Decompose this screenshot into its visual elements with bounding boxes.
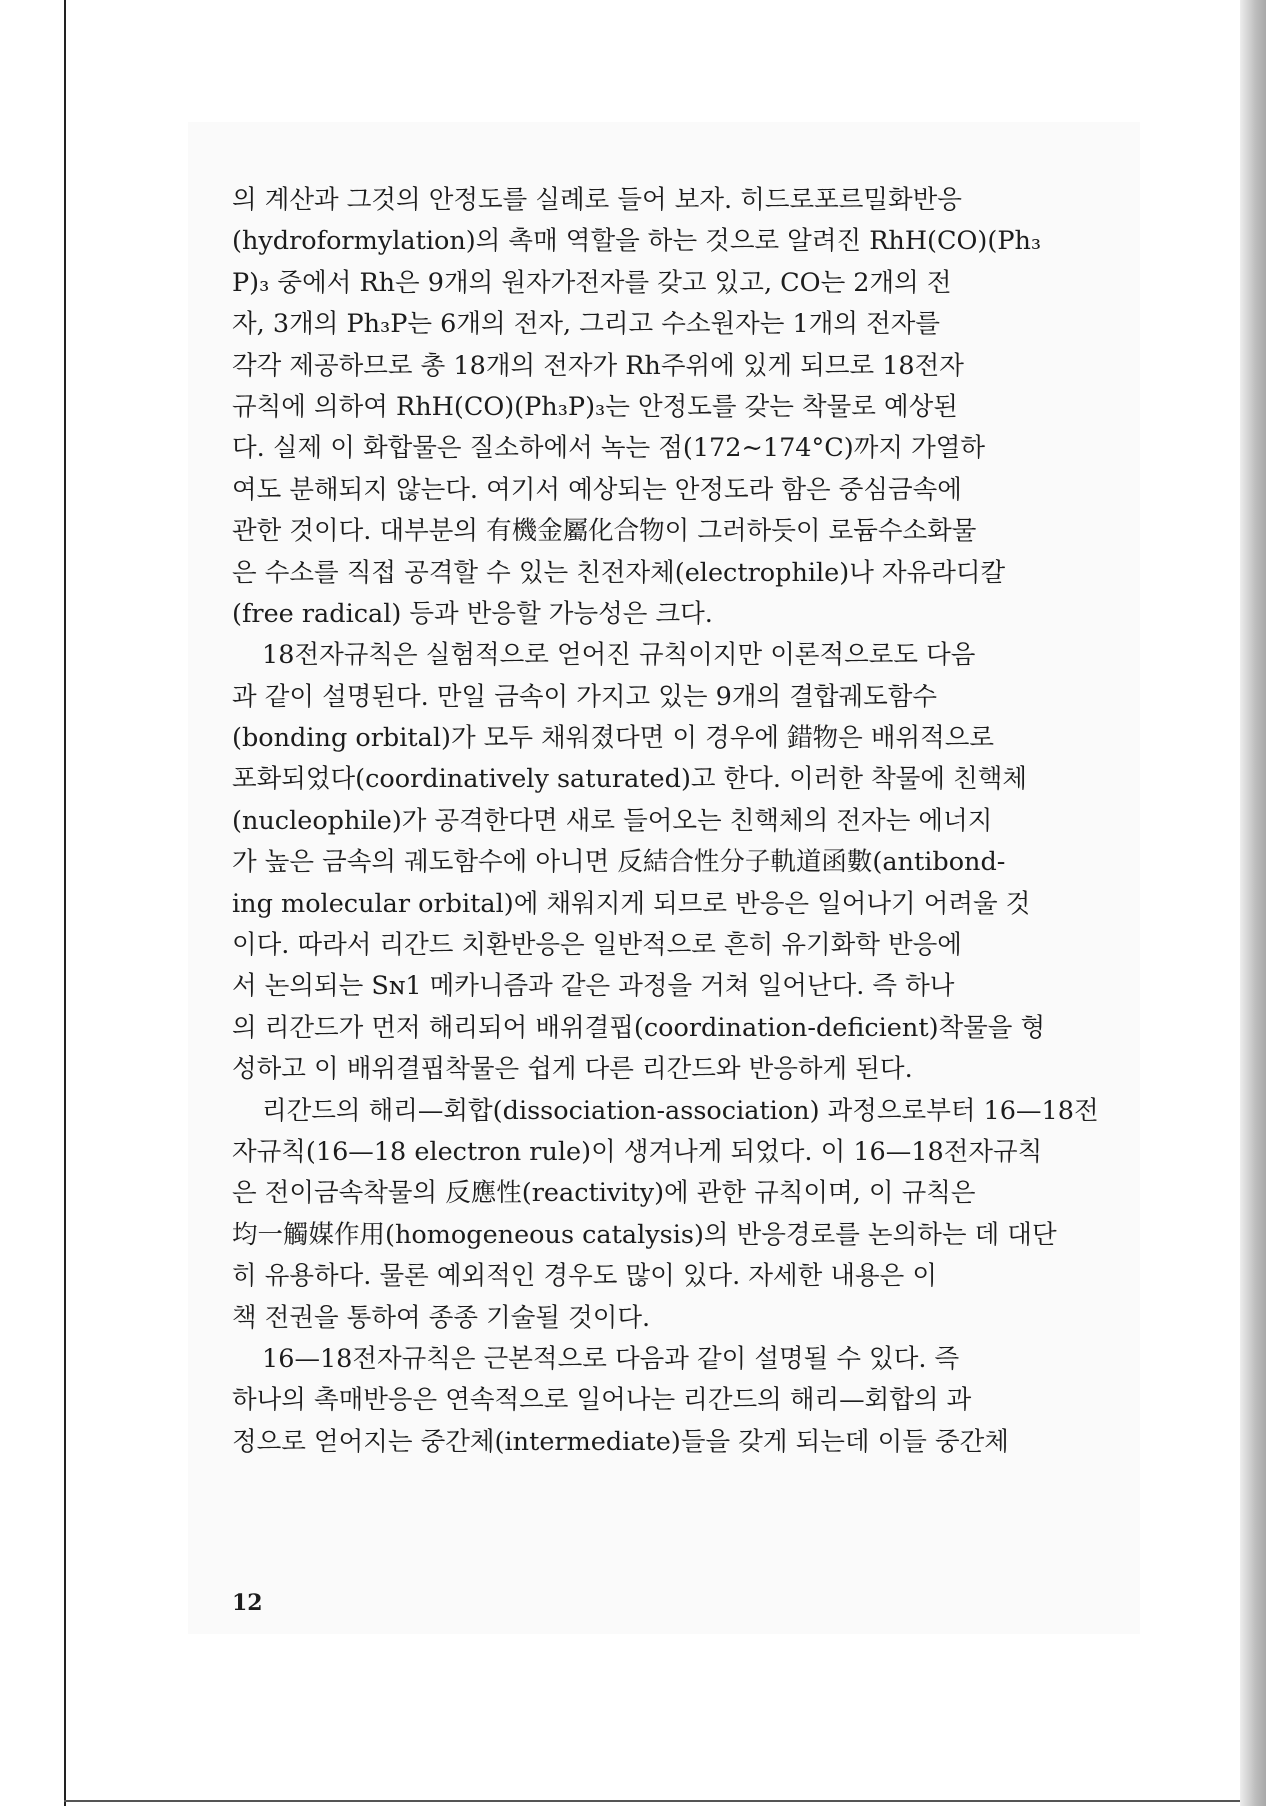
text-line: (bonding orbital)가 모두 채워졌다면 이 경우에 錯物은 배위적으로 — [232, 723, 994, 754]
page-left-edge — [64, 0, 66, 1806]
text-line: 책 전권을 통하여 종종 기술될 것이다. — [232, 1302, 651, 1333]
text-line: ing molecular orbital)에 채워지게 되므로 반응은 일어나기 어려울 것 — [232, 888, 1031, 919]
text-line: 포화되었다(coordinatively saturated)고 한다. 이러한 착물에 친핵체 — [232, 764, 1028, 795]
text-line: 의 리간드가 먼저 해리되어 배위결핍(coordination-deficient)착물을 형 — [232, 1012, 1046, 1043]
text-line: 均一觸媒作用(homogeneous catalysis)의 반응경로를 논의하는 데 대단 — [232, 1219, 1057, 1250]
text-line: 다. 실제 이 화합물은 질소하에서 녹는 점(172∼174°C)까지 가열하 — [232, 433, 986, 464]
text-line: 여도 분해되지 않는다. 여기서 예상되는 안정도라 함은 중심금속에 — [232, 474, 962, 505]
text-line: 자규칙(16—18 electron rule)이 생겨나게 되었다. 이 16—18전자규칙 — [232, 1136, 1043, 1167]
text-line: 서 논의되는 Sɴ1 메카니즘과 같은 과정을 거쳐 일어난다. 즉 하나 — [232, 971, 955, 1002]
text-line: 은 전이금속착물의 反應性(reactivity)에 관한 규칙이며, 이 규칙은 — [232, 1178, 976, 1209]
text-line: 이다. 따라서 리간드 치환반응은 일반적으로 흔히 유기화학 반응에 — [232, 930, 962, 961]
text-line: (hydroformylation)의 촉매 역할을 하는 것으로 알려진 RhH(CO)(Ph₃ — [232, 226, 1042, 257]
text-line: 히 유용하다. 물론 예외적인 경우도 많이 있다. 자세한 내용은 이 — [232, 1261, 937, 1292]
text-line: 관한 것이다. 대부분의 有機金屬化合物이 그러하듯이 로듐수소화물 — [232, 516, 977, 547]
text-line: 의 계산과 그것의 안정도를 실례로 들어 보자. 히드로포르밀화반응 — [232, 185, 962, 215]
viewer-scrollbar-shadow — [1240, 0, 1266, 1806]
paragraph-start-line: 18전자규칙은 실험적으로 얻어진 규칙이지만 이론적으로도 다음 — [262, 640, 976, 671]
paragraph-start-line: 16—18전자규칙은 근본적으로 다음과 같이 설명될 수 있다. 즉 — [262, 1343, 960, 1374]
text-line: (nucleophile)가 공격한다면 새로 들어오는 친핵체의 전자는 에너지 — [232, 805, 993, 836]
text-line: 과 같이 설명된다. 만일 금속이 가지고 있는 9개의 결합궤도함수 — [232, 681, 938, 712]
body-text — [232, 180, 1124, 1463]
text-line: 성하고 이 배위결핍착물은 쉽게 다른 리간드와 반응하게 된다. — [232, 1054, 913, 1085]
text-line: 자, 3개의 Ph₃P는 6개의 전자, 그리고 수소원자는 1개의 전자를 — [232, 309, 940, 340]
text-line: P)₃ 중에서 Rh은 9개의 원자가전자를 갖고 있고, CO는 2개의 전 — [232, 267, 952, 298]
text-line: 하나의 촉매반응은 연속적으로 일어나는 리간드의 해리—회합의 과 — [232, 1385, 972, 1416]
text-line: 은 수소를 직접 공격할 수 있는 친전자체(electrophile)나 자유라디칼 — [232, 557, 1006, 588]
text-line: 각각 제공하므로 총 18개의 전자가 Rh주위에 있게 되므로 18전자 — [232, 350, 964, 381]
paragraph-start-line: 리간드의 해리—회합(dissociation-association) 과정으로부터 16—18전 — [262, 1095, 1099, 1126]
page-bottom-edge — [64, 1800, 1250, 1802]
text-line: (free radical) 등과 반응할 가능성은 크다. — [232, 598, 713, 629]
text-line: 규칙에 의하여 RhH(CO)(Ph₃P)₃는 안정도를 갖는 착물로 예상된 — [232, 391, 958, 422]
text-line: 가 높은 금속의 궤도함수에 아니면 反結合性分子軌道函數(antibond- — [232, 847, 1006, 878]
text-line: 정으로 얻어지는 중간체(intermediate)들을 갖게 되는데 이들 중간체 — [232, 1426, 1009, 1457]
page-number: 12 — [232, 1590, 263, 1616]
